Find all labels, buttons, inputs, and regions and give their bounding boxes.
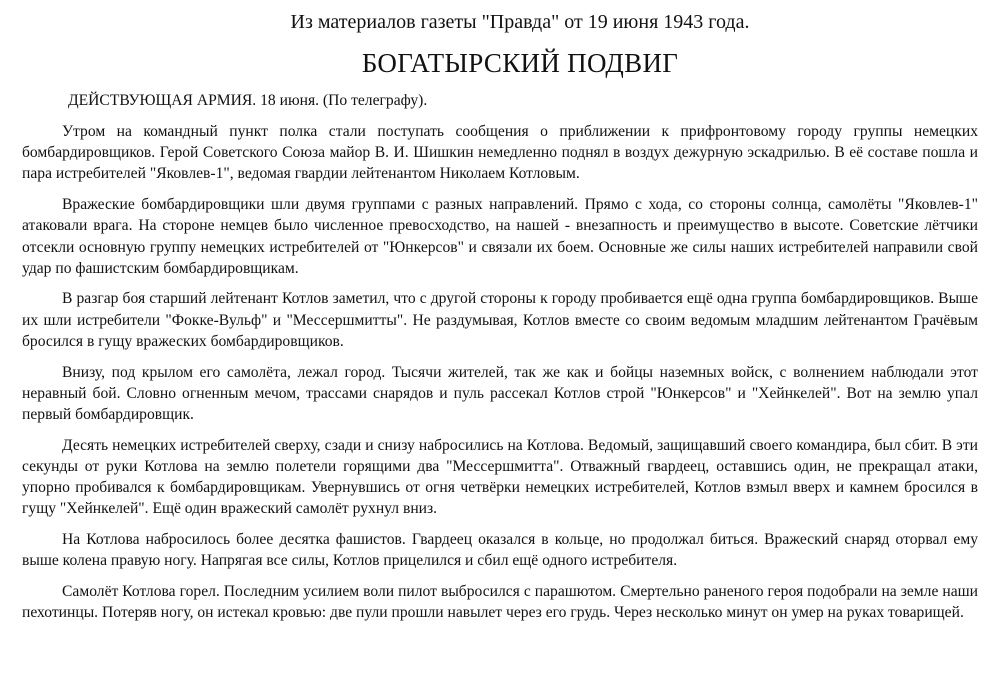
source-line: Из материалов газеты "Правда" от 19 июня 1943 года. — [290, 11, 750, 33]
paragraph-3: В разгар боя старший лейтенант Котлов заметил, что с другой стороны к городу пробивается ещё одна группа бомбардировщиков. Выше их шли истребители "Фокке-Вульф" и "Мессершмитты". Не раздумывая, Котлов вместе со своим ведомым младшим лейтенантом Грачёвым бросился в гущу вражеских бомбардировщиков. — [22, 290, 978, 350]
paragraph-7: Самолёт Котлова горел. Последним усилием воли пилот выбросился с парашютом. Смертельно раненого героя подобрали на земле наши пехотинцы. Потеряв ногу, он истекал кровью: две пули прошли навылет через его грудь. Через несколько минут он умер на руках товарищей. — [22, 582, 978, 622]
article-headline: БОГАТЫРСКИЙ ПОДВИГ — [361, 48, 679, 78]
paragraph-6: На Котлова набросилось более десятка фашистов. Гвардеец оказался в кольце, но продолжал биться. Вражеский снаряд оторвал ему выше колена правую ногу. Напрягая все силы, Котлов прицелился и сбил ещё одного истребителя. — [22, 530, 978, 570]
dateline — [68, 90, 978, 111]
dateline-place: ДЕЙСТВУЮЩАЯ АРМИЯ. — [68, 92, 257, 109]
paragraph-2: Вражеские бомбардировщики шли двумя группами с разных направлений. Прямо с хода, со стороны солнца, самолёты "Яковлев-1" атаковали врага. На стороне немцев было численное превосходство, на нашей - внезапность и преимущество в высоте. Советские лётчики отсекли основную группу немецких истребителей от "Юнкерсов" и связали их боем. Основные же силы наших истребителей направили свой удар по фашистским бомбардировщикам. — [22, 196, 978, 277]
dateline-date: 18 июня. (По телеграфу). — [256, 92, 428, 109]
paragraph-4: Внизу, под крылом его самолёта, лежал город. Тысячи жителей, так же как и бойцы наземных войск, с волнением наблюдали этот неравный бой. Словно огненным мечом, трассами снарядов и пуль рассекал Котлов строй "Юнкерсов" и "Хейнкелей". Вот на землю упал первый бомбардировщик. — [22, 363, 978, 423]
paragraph-1: Утром на командный пункт полка стали поступать сообщения о приближении к прифронтовому городу группы немецких бомбардировщиков. Герой Советского Союза майор В. И. Шишкин немедленно поднял в воздух дежурную эскадрилью. В её составе пошла и пара истребителей "Яковлев-1", ведомая гвардии лейтенантом Николаем Котловым. — [22, 123, 978, 183]
paragraph-5: Десять немецких истребителей сверху, сзади и снизу набросились на Котлова. Ведомый, защищавший своего командира, был сбит. В эти секунды от руки Котлова на землю полетели горящими два "Мессершмитта". Отважный гвардеец, оставшись один, не прекращал атаки, упорно пробивался к бомбардировщикам. Увернувшись от огня четвёрки немецких истребителей, Котлов взмыл вверх и камнем бросился в гущу "Хейнкелей". Ещё один вражеский самолёт рухнул вниз. — [22, 436, 978, 518]
